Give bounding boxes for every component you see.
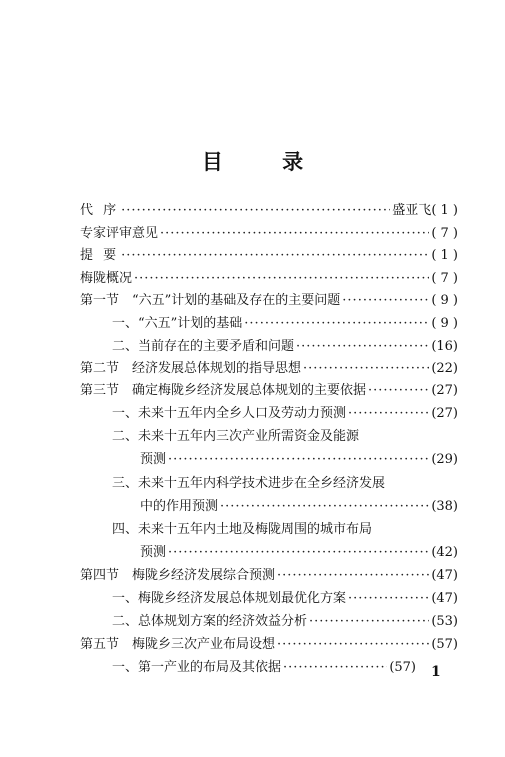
toc-entry-5-1 [112,660,416,676]
toc-entry-3-2 [140,452,458,468]
toc-entry-section-3 [80,383,458,399]
leader-dots [296,339,429,355]
toc-entry-4-2 [112,614,458,630]
toc-entry-3-4 [140,545,458,561]
entry-page: (29) [431,452,458,467]
toc-entry-4-1 [112,591,458,607]
leader-dots [342,293,429,309]
entry-page: (47) [431,591,458,606]
leader-dots [220,499,429,515]
entry-page: (57) [389,660,416,675]
toc-entry-review [80,226,458,242]
toc-entry-section-1 [80,293,458,309]
entry-label: 一、未来十五年内全乡人口及劳动力预测 [112,406,347,421]
leader-dots [160,226,429,242]
entry-label: 中的作用预测 [140,499,219,514]
toc-entry-section-5 [80,637,458,653]
entry-label: 第五节 梅陇乡三次产业布局设想 [80,637,276,652]
toc-entry-3-2-line1: 二、未来十五年内三次产业所需资金及能源 [112,429,360,444]
entry-label: 二、当前存在的主要矛盾和问题 [112,339,295,354]
page-number: 1 [431,664,441,680]
leader-dots [121,203,390,219]
toc-entry-section-4 [80,568,458,584]
entry-page: ( 7 ) [431,271,458,286]
toc-entry-section-2 [80,361,458,377]
toc-entry-3-3 [140,499,458,515]
entry-label: 提 要 [80,248,120,263]
leader-dots [121,248,429,264]
toc-entry-preface [80,203,458,219]
leader-dots [368,383,429,399]
entry-page: (38) [431,499,458,514]
leader-dots [168,452,429,468]
leader-dots [309,614,429,630]
leader-dots [168,545,429,561]
entry-label: 第三节 确定梅陇乡经济发展总体规划的主要依据 [80,383,367,398]
entry-page: ( 1 ) [431,248,458,263]
entry-page: (22) [431,361,458,376]
entry-label: 第四节 梅陇乡经济发展综合预测 [80,568,276,583]
entry-label: 一、第一产业的布局及其依据 [112,660,282,675]
leader-dots [134,271,429,287]
entry-label: 预测 [140,545,167,560]
toc-entry-3-3-line1: 三、未来十五年内科学技术进步在全乡经济发展 [112,476,386,491]
entry-page: ( 9 ) [431,293,458,308]
entry-page: (27) [431,406,458,421]
toc-entry-summary [80,248,458,264]
entry-label: 梅陇概况 [80,271,133,286]
page-title: 目 录 [201,150,330,174]
toc-entry-3-4-line1: 四、未来十五年内土地及梅陇周围的城市布局 [112,522,373,537]
leader-dots [348,406,429,422]
entry-page: (16) [431,339,458,354]
leader-dots [348,591,429,607]
entry-page: (53) [431,614,458,629]
entry-page: ( 9 ) [431,316,458,331]
entry-page: (27) [431,383,458,398]
entry-label: 第二节 经济发展总体规划的指导思想 [80,361,302,376]
toc-entry-overview [80,271,458,287]
entry-page: ( 7 ) [431,226,458,241]
entry-page: (42) [431,545,458,560]
entry-label: 一、梅陇乡经济发展总体规划最优化方案 [112,591,347,606]
entry-author: 盛亚飞 [392,203,432,218]
toc-entry-1-2 [112,339,458,355]
toc-entry-3-1 [112,406,458,422]
entry-label: 二、总体规划方案的经济效益分析 [112,614,308,629]
leader-dots [303,361,429,377]
leader-dots [244,316,429,332]
entry-label: 一、“六五”计划的基础 [112,316,243,331]
entry-page: (47) [431,568,458,583]
leader-dots [277,637,429,653]
leader-dots [283,660,387,676]
toc-entry-1-1 [112,316,458,332]
entry-page: (57) [431,637,458,652]
entry-label: 代 序 [80,203,120,218]
entry-label: 预测 [140,452,167,467]
entry-page: ( 1 ) [431,203,458,218]
entry-label: 专家评审意见 [80,226,159,241]
entry-label: 第一节 “六五”计划的基础及存在的主要问题 [80,293,341,308]
leader-dots [277,568,429,584]
